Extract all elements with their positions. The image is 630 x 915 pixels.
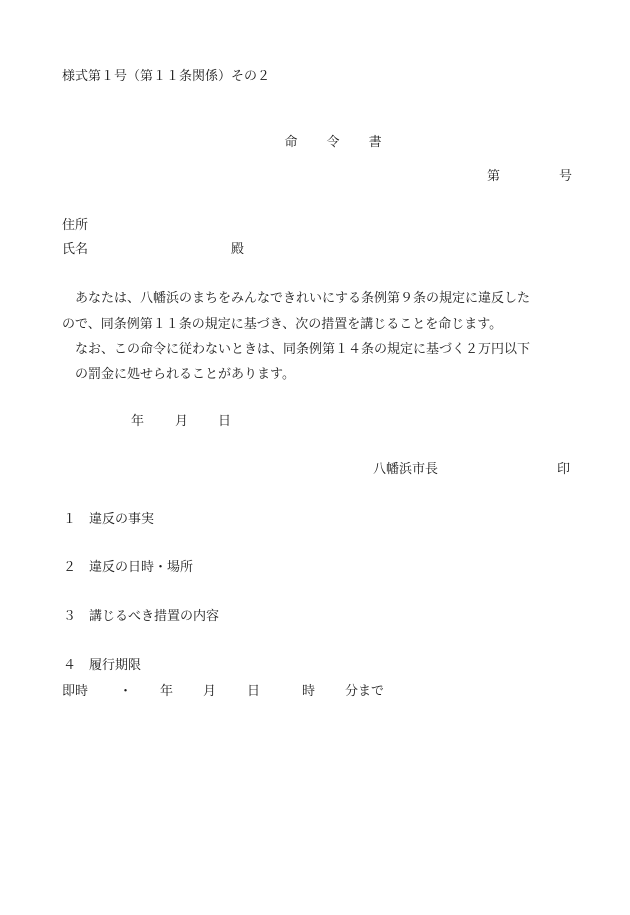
form-label: 様式第１号（第１１条関係）その２ [62, 69, 271, 84]
deadline-line [0, 684, 630, 700]
item-label: 違反の事実 [89, 512, 155, 527]
title-char-2: 令 [326, 135, 340, 150]
date-year-label: 年 [131, 414, 145, 429]
list-item [0, 512, 630, 528]
deadline-minute-label: 分まで [345, 684, 385, 699]
deadline-day-label: 日 [247, 684, 261, 699]
date-day-label: 日 [218, 414, 232, 429]
item-number: ２ [62, 560, 76, 575]
deadline-immediate: 即時 [62, 684, 89, 699]
body-text-line-1: あなたは、八幡浜のまちをみんなできれいにする条例第９条の規定に違反した [62, 291, 531, 306]
seal-mark: 印 [557, 462, 571, 477]
title-char-1: 命 [284, 135, 298, 150]
item-number: ４ [62, 658, 76, 673]
item-label: 講じるべき措置の内容 [89, 609, 220, 624]
honorific-label: 殿 [231, 242, 245, 257]
deadline-month-label: 月 [203, 684, 217, 699]
list-item [0, 658, 630, 674]
name-label: 氏名 [62, 242, 89, 257]
document-number-suffix: 号 [559, 169, 573, 184]
deadline-year-label: 年 [160, 684, 174, 699]
body-text-line-4: の罰金に処せられることがあります。 [62, 367, 295, 382]
title-char-3: 書 [368, 135, 382, 150]
list-item [0, 560, 630, 576]
list-item [0, 609, 630, 625]
item-number: １ [62, 512, 76, 527]
issuer-title: 八幡浜市長 [373, 462, 439, 477]
item-number: ３ [62, 609, 76, 624]
deadline-hour-label: 時 [302, 684, 316, 699]
document-number-prefix: 第 [487, 169, 501, 184]
deadline-separator: ・ [119, 684, 133, 699]
body-text-line-3: なお、この命令に従わないときは、同条例第１４条の規定に基づく２万円以下 [62, 342, 531, 357]
address-label: 住所 [62, 218, 89, 233]
item-label: 違反の日時・場所 [89, 560, 194, 575]
date-month-label: 月 [175, 414, 189, 429]
item-label: 履行期限 [89, 658, 142, 673]
document-title [268, 119, 382, 167]
body-text-line-2: ので、同条例第１１条の規定に基づき、次の措置を講じることを命じます。 [62, 317, 503, 332]
